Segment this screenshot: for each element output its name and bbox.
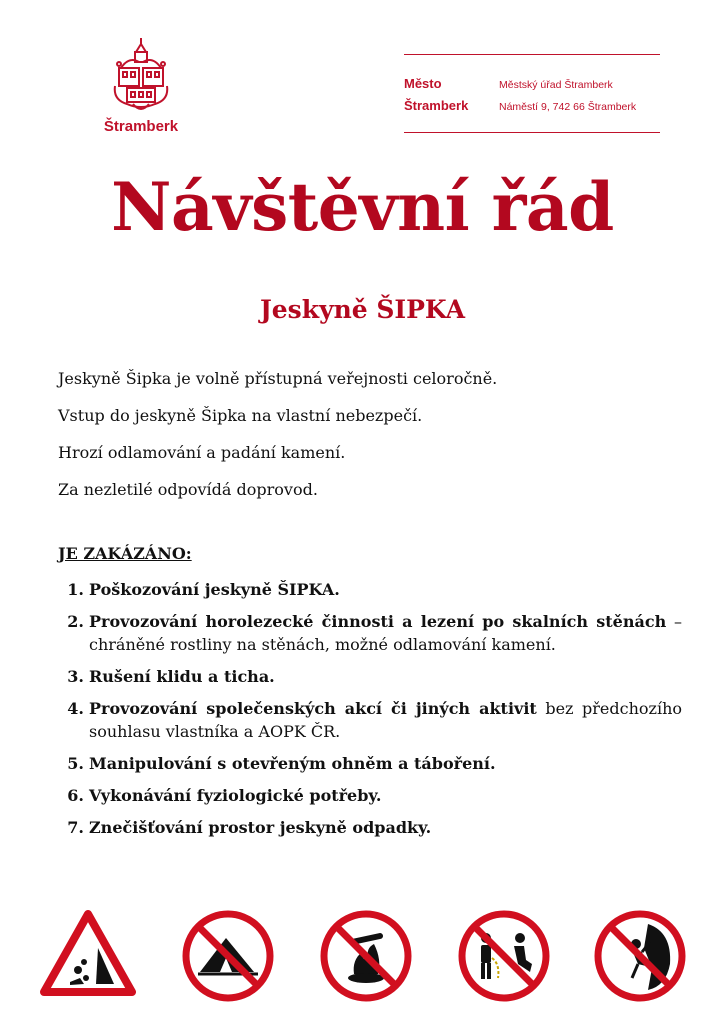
rule-text — [89, 816, 682, 839]
header-bottom-rule — [404, 132, 660, 133]
rule-number: 5. — [67, 754, 84, 773]
list-item — [58, 697, 682, 743]
no-fire-icon — [318, 908, 414, 1004]
rule-rest: bez předchozího souhlasu vlastníka a AOPK ČR. — [89, 699, 683, 741]
intro-line: Vstup do jeskyně Šipka na vlastní nebezpečí. — [58, 406, 423, 425]
town-emblem-icon — [109, 38, 173, 114]
intro-line: Za nezletilé odpovídá doprovod. — [58, 480, 318, 499]
rule-text — [89, 697, 682, 743]
intro-text — [58, 368, 678, 516]
rules-list — [58, 578, 682, 848]
rule-number: 7. — [67, 818, 84, 837]
rule-number: 6. — [67, 786, 84, 805]
rule-text — [89, 784, 682, 807]
page-title: Návštěvní řád — [111, 168, 614, 246]
no-urinating-icon — [456, 908, 552, 1004]
no-camping-icon — [180, 908, 276, 1004]
rule-number: 3. — [67, 667, 84, 686]
rule-bold: Vykonávání fyziologické potřeby. — [89, 786, 382, 805]
rule-text — [89, 752, 682, 775]
org-name-line1: Město — [404, 76, 442, 91]
header-row-office — [404, 76, 660, 98]
office-name: Městský úřad Štramberk — [499, 79, 613, 91]
header-contact — [404, 76, 660, 120]
falling-rocks-warning-icon — [40, 908, 136, 1004]
list-item — [58, 816, 682, 839]
list-item — [58, 610, 682, 656]
office-address: Náměstí 9, 742 66 Štramberk — [499, 101, 637, 113]
forbidden-heading: JE ZAKÁZÁNO: — [58, 544, 192, 563]
intro-line: Hrozí odlamování a padání kamení. — [58, 443, 346, 462]
rule-bold: Znečišťování prostor jeskyně odpadky. — [89, 818, 432, 837]
rule-bold: Provozování horolezecké činnosti a lezení po skalních stěnách — [89, 612, 667, 631]
rule-number: 2. — [67, 612, 84, 631]
no-climbing-icon — [592, 908, 688, 1004]
town-logo — [96, 38, 186, 135]
list-item — [58, 784, 682, 807]
list-item — [58, 665, 682, 688]
rule-bold: Rušení klidu a ticha. — [89, 667, 275, 686]
pictogram-row — [0, 908, 725, 1008]
rule-bold: Manipulování s otevřeným ohněm a táboření. — [89, 754, 496, 773]
header-top-rule — [404, 54, 660, 55]
list-item — [58, 578, 682, 601]
rule-text — [89, 665, 682, 688]
page-subtitle: Jeskyně ŠIPKA — [259, 295, 466, 324]
intro-line: Jeskyně Šipka je volně přístupná veřejnosti celoročně. — [58, 369, 498, 388]
rule-text — [89, 610, 682, 656]
rule-number: 1. — [67, 580, 84, 599]
org-name-line2: Štramberk — [404, 98, 469, 113]
rule-bold: Poškozování jeskyně ŠIPKA. — [89, 580, 340, 599]
rule-text — [89, 578, 682, 601]
list-item — [58, 752, 682, 775]
rule-bold: Provozování společenských akcí či jiných aktivit — [89, 699, 537, 718]
rule-rest: – chráněné rostliny na stěnách, možné odlamování kamení. — [89, 612, 683, 654]
rule-number: 4. — [67, 699, 84, 718]
header-row-address — [404, 98, 660, 120]
logo-text: Štramberk — [103, 118, 179, 135]
